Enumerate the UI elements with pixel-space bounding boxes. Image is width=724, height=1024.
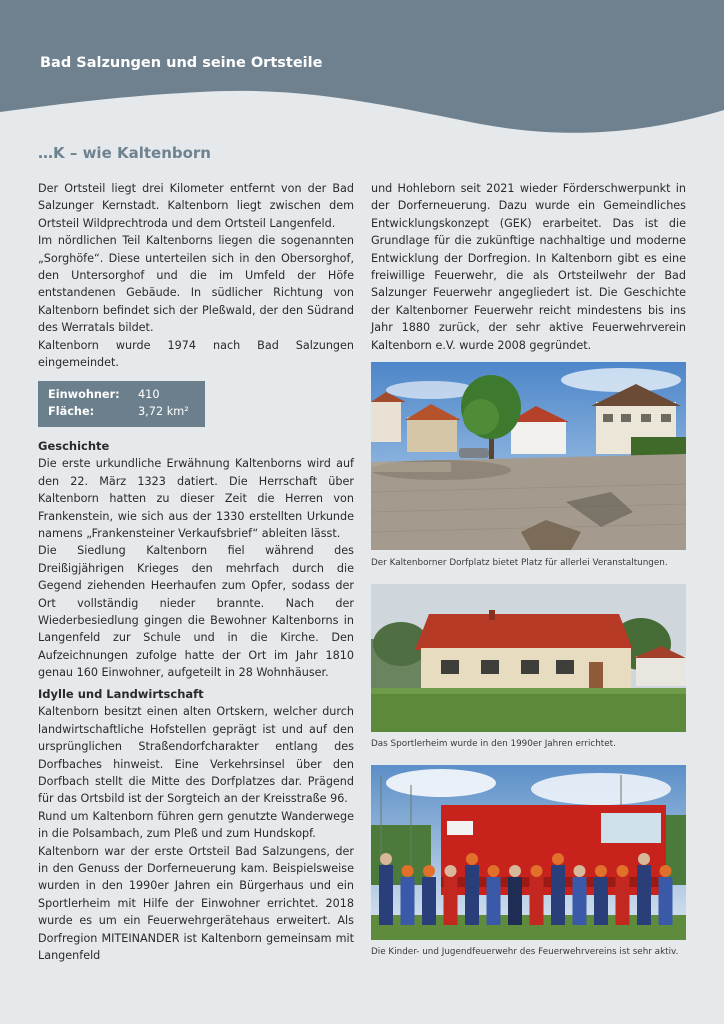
idylle-section — [38, 686, 354, 965]
photo-sports-club-house — [371, 584, 686, 732]
fact-area — [48, 403, 195, 420]
idylle-paragraph: Rund um Kaltenborn führen gern genutzte Wanderwege in die Polsambach, zum Pleß und zum Hundskopf. — [38, 809, 354, 841]
population-label: Einwohner: — [48, 388, 120, 401]
area-label: Fläche: — [48, 405, 95, 418]
header-band — [0, 0, 724, 150]
idylle-heading: Idylle und Landwirtschaft — [38, 687, 204, 701]
idylle-paragraph: Kaltenborn besitzt einen alten Ortskern, welcher durch landwirtschaftliche Hofstellen geprägt ist und auf den ursprünglichen Straßendorfcharakter entlang des Dorfbaches hinweist. Eine Verkehrsinsel über den Dorfbach stellt die Mitte des Dorfplatzes dar. Prägend für das Ortsbild ist der Sorgteich an der Kreisstraße 96. — [38, 705, 354, 806]
population-value: 410 — [138, 388, 160, 401]
geschichte-section — [38, 438, 354, 682]
header-title: Bad Salzungen und seine Ortsteile — [40, 55, 323, 71]
idylle-paragraph: Kaltenborn war der erste Ortsteil Bad Salzungens, der in den Genuss der Dorferneuerung kam. Beispielsweise wurden in den 1990er Jahren ein Bürgerhaus und ein Sportlerheim mit Hilfe der Einwohner errichtet. 2018 wurde es um ein Feuerwehrgerätehaus erweitert. Als Dorfregion MITEINANDER ist Kaltenborn gemeinsam mit Langenfeld — [38, 844, 354, 963]
section-heading: …K – wie Kaltenborn — [38, 144, 211, 162]
intro-text — [38, 180, 354, 371]
right-paragraph: und Hohleborn seit 2021 wieder Förderschwerpunkt in der Dorferneuerung. Dazu wurde ein Gemeindliches Entwicklungskonzept (GEK) erarbeitet. Das ist die Grundlage für die zukünftige nachhaltige und moderne Entwicklung der Dorfregion. In Kaltenborn gibt es eine freiwillige Feuerwehr, die als Ortsteilwehr der Bad Salzunger Feuerwehr angegliedert ist. Die Geschichte der Kaltenborner Feuerwehr reicht mindestens bis ins Jahr 1880 zurück, der sehr aktive Feuerwehrverein Kaltenborn e.V. wurde 2008 gegründet. — [371, 182, 686, 352]
geschichte-heading: Geschichte — [38, 439, 110, 453]
photo-caption: Der Kaltenborner Dorfplatz bietet Platz für allerlei Veranstaltungen. — [371, 558, 668, 568]
geschichte-paragraph: Die Siedlung Kaltenborn fiel während des Dreißigjährigen Krieges den mehrfach durch die Gegend ziehenden Heerhaufen zum Opfer, sodass der Ort vollständig nieder brannte. Nach der Wiederbesiedlung gingen die Bewohner Kaltenborns in Langenfeld zur Schule und in die Kirche. Den Aufzeichnungen zufolge hatte der Ort im Jahr 1810 genau 160 Einwohner, aufgeteilt in 28 Wohnhäuser. — [38, 544, 354, 680]
intro-paragraph: Im nördlichen Teil Kaltenborns liegen die sogenannten „Sorghöfe“. Diese unterteilen sich in den Obersorghof, den Untersorghof und die im Umfeld der Höfe entstandenen Gebäude. In südlicher Richtung von Kaltenborn befindet sich der Pleßwald, der den Südrand des Werratals bildet. — [38, 234, 354, 335]
intro-paragraph: Der Ortsteil liegt drei Kilometer entfernt von der Bad Salzunger Kernstadt. Kaltenborn liegt zwischen dem Ortsteil Wildprechtroda und dem Ortsteil Langenfeld. — [38, 182, 354, 230]
photo-village-square — [371, 362, 686, 550]
intro-paragraph: Kaltenborn wurde 1974 nach Bad Salzungen eingemeindet. — [38, 338, 354, 370]
fact-population — [48, 386, 195, 403]
right-column-text — [371, 180, 686, 354]
area-value: 3,72 km² — [138, 405, 189, 418]
photo-caption: Die Kinder- und Jugendfeuerwehr des Feuerwehrvereins ist sehr aktiv. — [371, 947, 679, 957]
geschichte-paragraph: Die erste urkundliche Erwähnung Kaltenborns wird auf den 22. März 1323 datiert. Die Herrschaft über Kaltenborn hatten zu dieser Zeit die Herren von Frankenstein, wie sich aus der 1330 erstellten Urkunde namens „Frankensteiner Verkaufsbrief“ ableiten lässt. — [38, 457, 354, 541]
photo-youth-fire-brigade — [371, 765, 686, 940]
photo-caption: Das Sportlerheim wurde in den 1990er Jahren errichtet. — [371, 739, 616, 749]
facts-box — [38, 381, 205, 427]
